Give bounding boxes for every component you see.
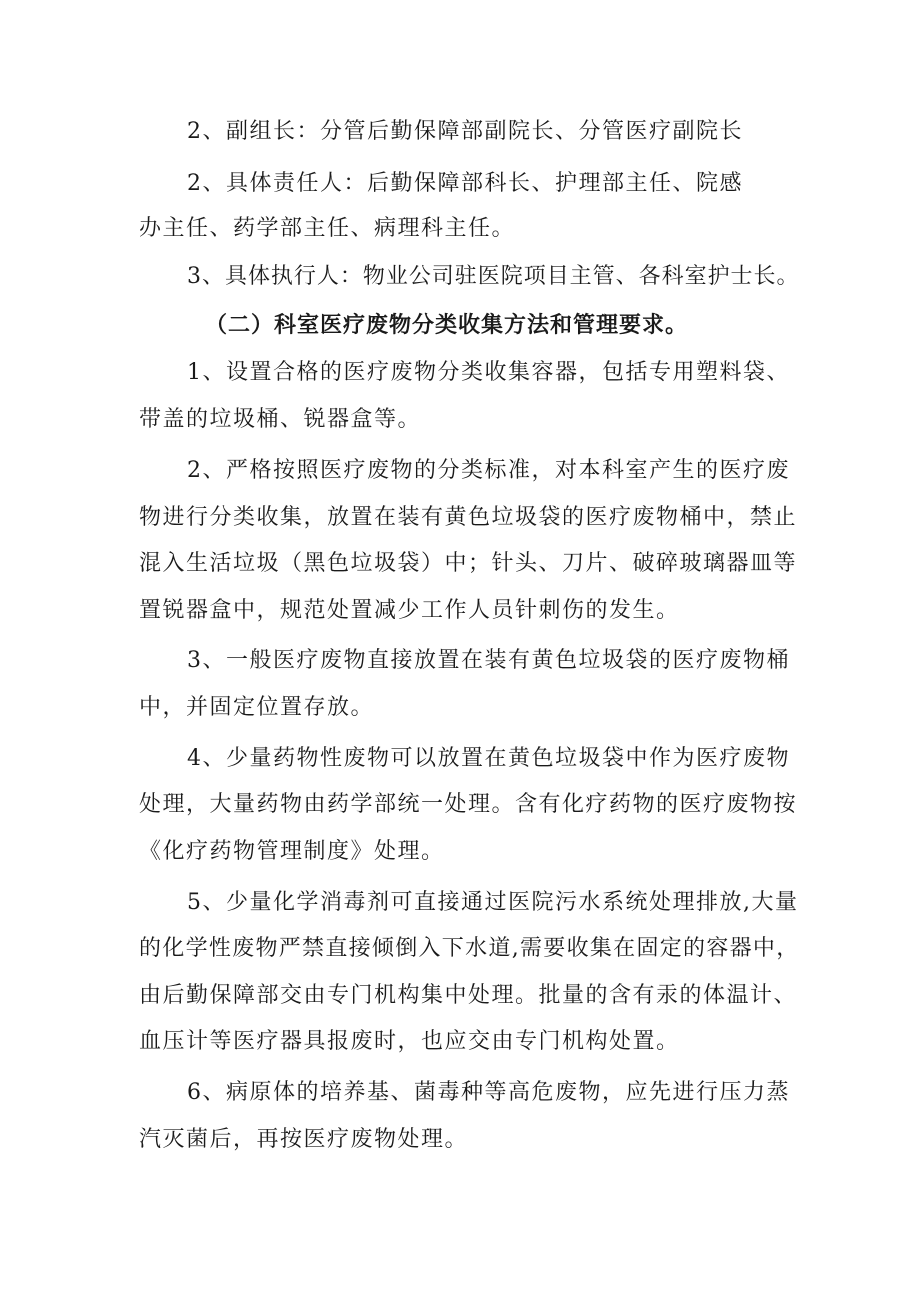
item-3-line-1: 3、一般医疗废物直接放置在装有黄色垃圾袋的医疗废物桶: [187, 648, 790, 673]
item-5-line-2: 的化学性废物严禁直接倾倒入下水道,需要收集在固定的容器中，: [139, 936, 800, 961]
line-responsible-person-cont: 办主任、药学部主任、病理科主任。: [139, 216, 516, 241]
item-5-line-3: 由后勤保障部交由专门机构集中处理。批量的含有汞的体温计、: [139, 983, 798, 1008]
item-4-line-1: 4、少量药物性废物可以放置在黄色垃圾袋中作为医疗废物: [187, 746, 790, 771]
line-vice-leader: 2、副组长：分管后勤保障部副院长、分管医疗副院长: [187, 119, 743, 144]
section-heading: （二）科室医疗废物分类收集方法和管理要求。: [205, 312, 689, 338]
line-executor: 3、具体执行人：物业公司驻医院项目主管、各科室护士长。: [187, 264, 800, 289]
item-5-line-1: 5、少量化学消毒剂可直接通过医院污水系统处理排放,大量: [187, 890, 799, 915]
item-6-line-2: 汽灭菌后，再按医疗废物处理。: [139, 1127, 469, 1152]
item-5-line-4: 血压计等医疗器具报废时，也应交由专门机构处置。: [139, 1029, 680, 1054]
item-4-line-3: 《化疗药物管理制度》处理。: [139, 839, 445, 864]
item-6-line-1: 6、病原体的培养基、菌毒种等高危废物，应先进行压力蒸: [187, 1080, 790, 1105]
item-2-line-1: 2、严格按照医疗废物的分类标准，对本科室产生的医疗废: [187, 458, 790, 483]
item-2-line-4: 置锐器盒中，规范处置减少工作人员针刺伤的发生。: [139, 598, 680, 623]
item-3-line-2: 中，并固定位置存放。: [139, 695, 375, 720]
item-1-line-1: 1、设置合格的医疗废物分类收集容器，包括专用塑料袋、: [187, 360, 790, 385]
item-1-line-2: 带盖的垃圾桶、锐器盒等。: [139, 407, 422, 432]
item-4-line-2: 处理，大量药物由药学部统一处理。含有化疗药物的医疗废物按: [139, 792, 798, 817]
line-responsible-person: 2、具体责任人：后勤保障部科长、护理部主任、院感: [187, 171, 743, 196]
item-2-line-3: 混入生活垃圾（黑色垃圾袋）中；针头、刀片、破碎玻璃器皿等: [139, 551, 798, 576]
item-2-line-2: 物进行分类收集，放置在装有黄色垃圾袋的医疗废物桶中，禁止: [139, 505, 798, 530]
